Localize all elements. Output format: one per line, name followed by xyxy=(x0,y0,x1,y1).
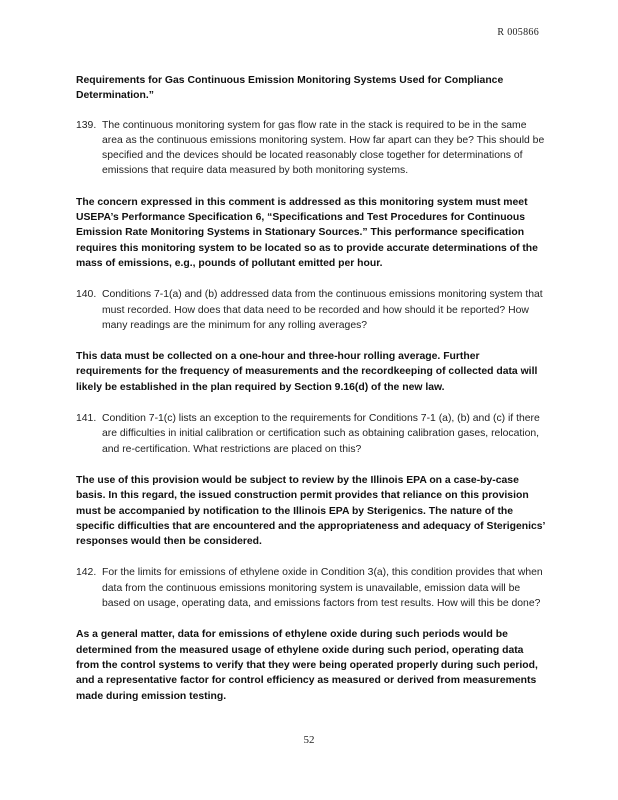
comment-number: 140. xyxy=(76,289,97,301)
comment-141 xyxy=(76,411,546,457)
response-140: This data must be collected on a one-hour and three-hour rolling average. Further requirements for the frequency of measurements and the recordkeeping of collected data will likely be established in the plan required by Section 9.16(d) of the new law. xyxy=(76,351,538,393)
response-139: The concern expressed in this comment is addressed as this monitoring system must meet USEPA’s Performance Specification 6, “Specifications and Test Procedures for Continuous Emission Rate Monitoring Systems in Stationary Sources.” This performance specification requires this monitoring system to be located so as to provide accurate determinations of the mass of emissions, e.g., pounds of pollutant emitted per hour. xyxy=(76,196,538,269)
comment-number: 139. xyxy=(76,119,97,131)
bates-number: R 005866 xyxy=(497,27,539,38)
comment-text: Conditions 7-1(a) and (b) addressed data from the continuous emissions monitoring system that must recorded. How does that data need to be recorded and how should it be reported? How many readings are the minimum for any rolling averages? xyxy=(102,289,543,331)
comment-text: The continuous monitoring system for gas flow rate in the stack is required to be in the same area as the continuous emissions monitoring system. How far apart can they be? This should be specified and the devices should be located reasonably close together for determinations of emissions that require data measured by both monitoring systems. xyxy=(102,119,545,177)
comment-139 xyxy=(76,118,546,179)
comment-142 xyxy=(76,565,546,611)
comment-140 xyxy=(76,287,546,333)
response-141: The use of this provision would be subject to review by the Illinois EPA on a case-by-case basis. In this regard, the issued construction permit provides that reliance on this provision must be accompanied by notification to the Illinois EPA by Sterigenics. The nature of the specific difficulties that are encountered and the appropriateness and adequacy of Sterigenics’ responses would then be considered. xyxy=(76,474,545,548)
comment-number: 141. xyxy=(76,413,97,425)
comment-text: Condition 7-1(c) lists an exception to the requirements for Conditions 7-1 (a), (b) and (c) if there are difficulties in initial calibration or certification such as obtaining calibration gases, relocation, and re-certification. What restrictions are placed on this? xyxy=(102,413,540,455)
intro-text: Requirements for Gas Continuous Emission Monitoring Systems Used for Compliance Determination.” xyxy=(76,75,504,102)
page-number: 52 xyxy=(303,734,315,746)
comment-number: 142. xyxy=(76,567,97,579)
response-142: As a general matter, data for emissions of ethylene oxide during such periods would be determined from the measured usage of ethylene oxide during such period, operating data from the control systems to verify that they were being operated properly during such period, and a representative factor for control efficiency as measured or derived from measurements made during emission testing. xyxy=(76,629,538,702)
document-body xyxy=(76,73,546,704)
comment-text: For the limits for emissions of ethylene oxide in Condition 3(a), this condition provides that when data from the continuous emissions monitoring system is unavailable, emission data will be based on usage, operating data, and emissions factors from test results. How will this be done? xyxy=(102,567,543,610)
